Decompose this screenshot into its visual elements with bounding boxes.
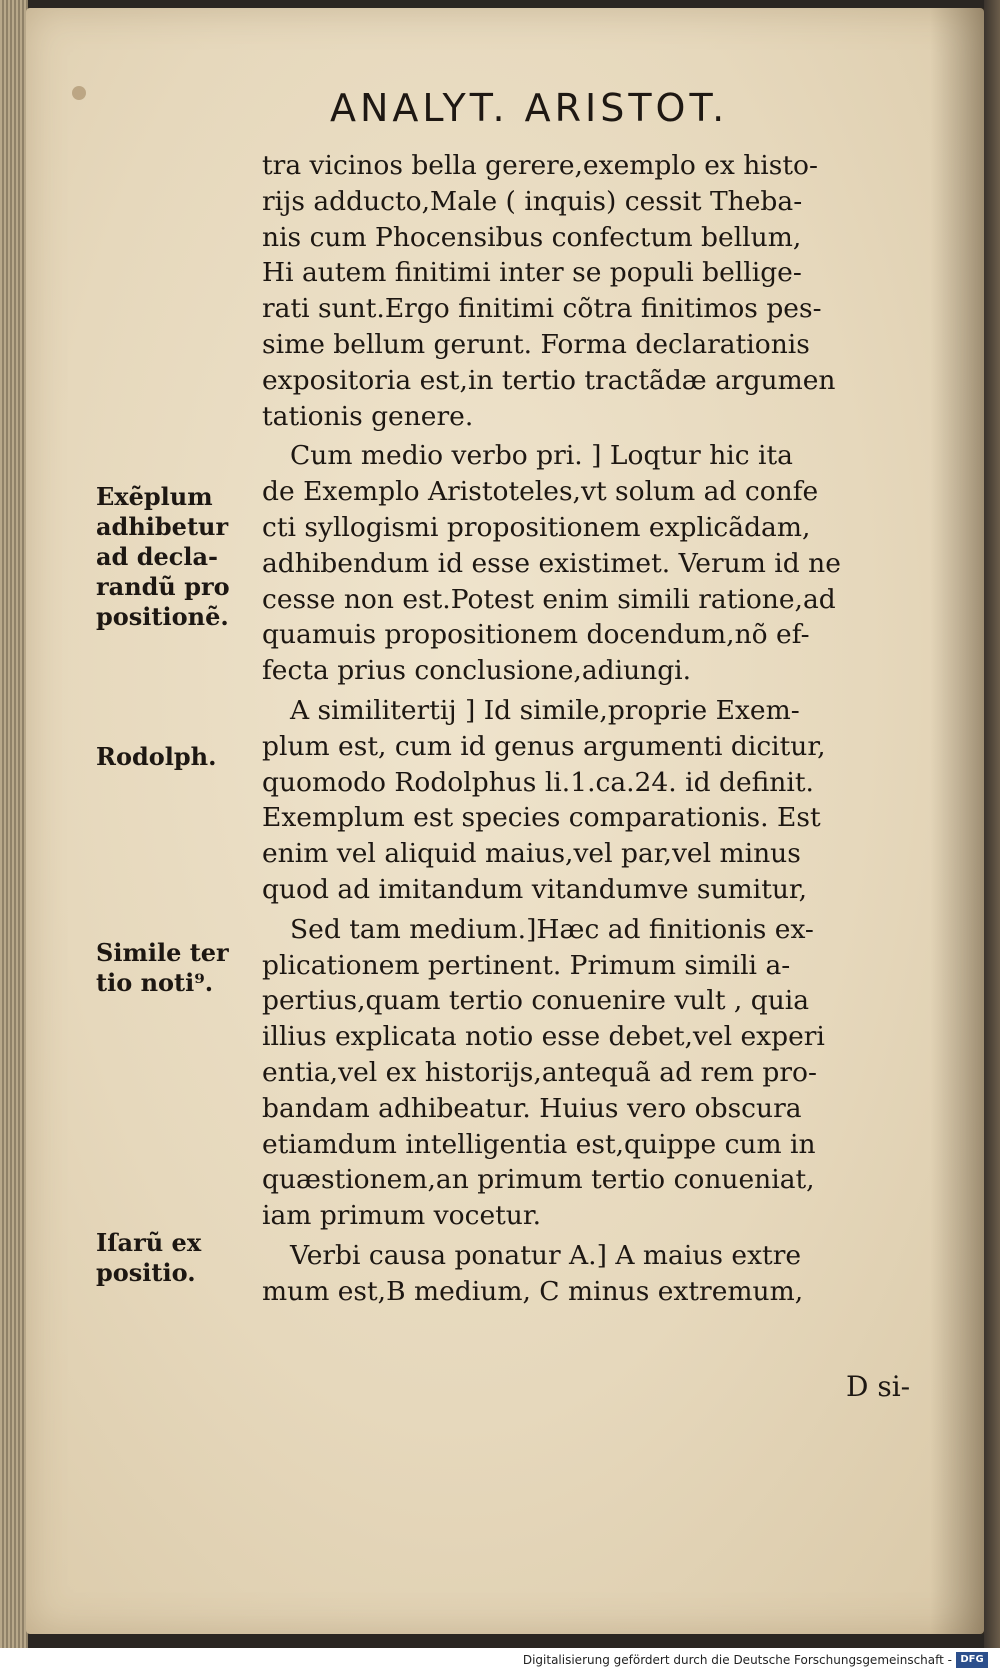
margin-note-exemplum-positio bbox=[96, 1228, 246, 1288]
margin-note-line: Rodolph. bbox=[96, 742, 217, 771]
text-line: Exemplum est species comparationis. Est bbox=[262, 802, 821, 834]
text-line: tra vicinos bella gerere,exemplo ex histo- bbox=[262, 150, 818, 181]
text-line: etiamdum intelligentia est,quippe cum in bbox=[262, 1128, 816, 1160]
margin-note-line: Simile ter bbox=[96, 938, 229, 967]
text-line: bandam adhibeatur. Huius vero obscura bbox=[262, 1092, 802, 1124]
text-line: A similitertij ] Id simile,proprie Exem- bbox=[290, 694, 800, 726]
text-line: fecta prius conclusione,adiungi. bbox=[262, 655, 692, 687]
text-line: pertius,quam tertio conuenire vult , quia bbox=[262, 985, 810, 1017]
margin-note-line: ad decla- bbox=[96, 542, 218, 571]
text-line: quod ad imitandum vitandumve sumitur, bbox=[262, 873, 808, 905]
text-line: cti syllogismi propositionem explicãdam, bbox=[262, 511, 811, 543]
main-text-block bbox=[262, 148, 922, 1310]
text-line: sime bellum gerunt. Forma declarationis bbox=[262, 328, 810, 360]
text-line: plicationem pertinent. Primum simili a- bbox=[262, 949, 791, 981]
margin-note-line: adhibetur bbox=[96, 512, 229, 541]
paper-stain bbox=[72, 86, 86, 100]
text-line: plum est, cum id genus argumenti dicitur, bbox=[262, 730, 826, 762]
text-line: rati sunt.Ergo finitimi cõtra finitimos pes- bbox=[262, 293, 822, 325]
margin-note-line: Iſarũ ex bbox=[96, 1228, 202, 1257]
margin-note-line: positio. bbox=[96, 1258, 196, 1287]
text-line: enim vel aliquid maius,vel par,vel minus bbox=[262, 838, 801, 870]
margin-note-exemplum bbox=[96, 482, 246, 632]
text-line: nis cum Phocensibus confectum bellum, bbox=[262, 221, 802, 253]
book-edge bbox=[0, 0, 28, 1648]
text-line: quomodo Rodolphus li.1.ca.24. id definit. bbox=[262, 766, 814, 798]
margin-note-line: Exẽplum bbox=[96, 482, 213, 511]
text-line: de Exemplo Aristoteles,vt solum ad confe bbox=[262, 476, 819, 508]
margin-note-line: randũ pro bbox=[96, 572, 230, 601]
text-line: tationis genere. bbox=[262, 400, 474, 432]
catchword: D si- bbox=[846, 1370, 911, 1403]
text-line: expositoria est,in tertio tractãdæ argumen bbox=[262, 364, 836, 396]
text-line: rijs adducto,Male ( inquis) cessit Theba- bbox=[262, 185, 803, 217]
footer-bar bbox=[0, 1648, 1000, 1674]
margin-note-line: tio noti⁹. bbox=[96, 968, 214, 997]
text-line: mum est,B medium, C minus extremum, bbox=[262, 1275, 804, 1307]
running-header: ANALYT. ARISTOT. bbox=[330, 86, 729, 130]
facing-page-edge bbox=[984, 0, 1000, 1648]
text-line: adhibendum id esse existimet. Verum id ne bbox=[262, 547, 841, 579]
margin-note-rodolph bbox=[96, 742, 246, 772]
text-line: quamuis propositionem docendum,nõ ef- bbox=[262, 619, 810, 651]
dfg-logo: DFG bbox=[956, 1652, 988, 1668]
text-line: Cum medio verbo pri. ] Loqtur hic ita bbox=[290, 440, 793, 472]
text-line: iam primum vocetur. bbox=[262, 1200, 542, 1232]
text-line: Verbi causa ponatur A.] A maius extre bbox=[290, 1239, 802, 1271]
margin-note-line: positionẽ. bbox=[96, 602, 229, 631]
text-line: Hi autem finitimi inter se populi bellige- bbox=[262, 257, 802, 289]
margin-note-simile bbox=[96, 938, 246, 998]
text-line: entia,vel ex historijs,antequã ad rem pro- bbox=[262, 1056, 817, 1088]
footer-credit: Digitalisierung gefördert durch die Deutsche Forschungsgemeinschaft - bbox=[522, 1653, 952, 1667]
text-line: Sed tam medium.]Hæc ad finitionis ex- bbox=[290, 913, 814, 945]
text-line: illius explicata notio esse debet,vel experi bbox=[262, 1021, 825, 1053]
gutter-shadow bbox=[930, 8, 984, 1634]
text-line: cesse non est.Potest enim simili ratione,ad bbox=[262, 583, 836, 615]
text-line: quæstionem,an primum tertio conueniat, bbox=[262, 1164, 815, 1196]
